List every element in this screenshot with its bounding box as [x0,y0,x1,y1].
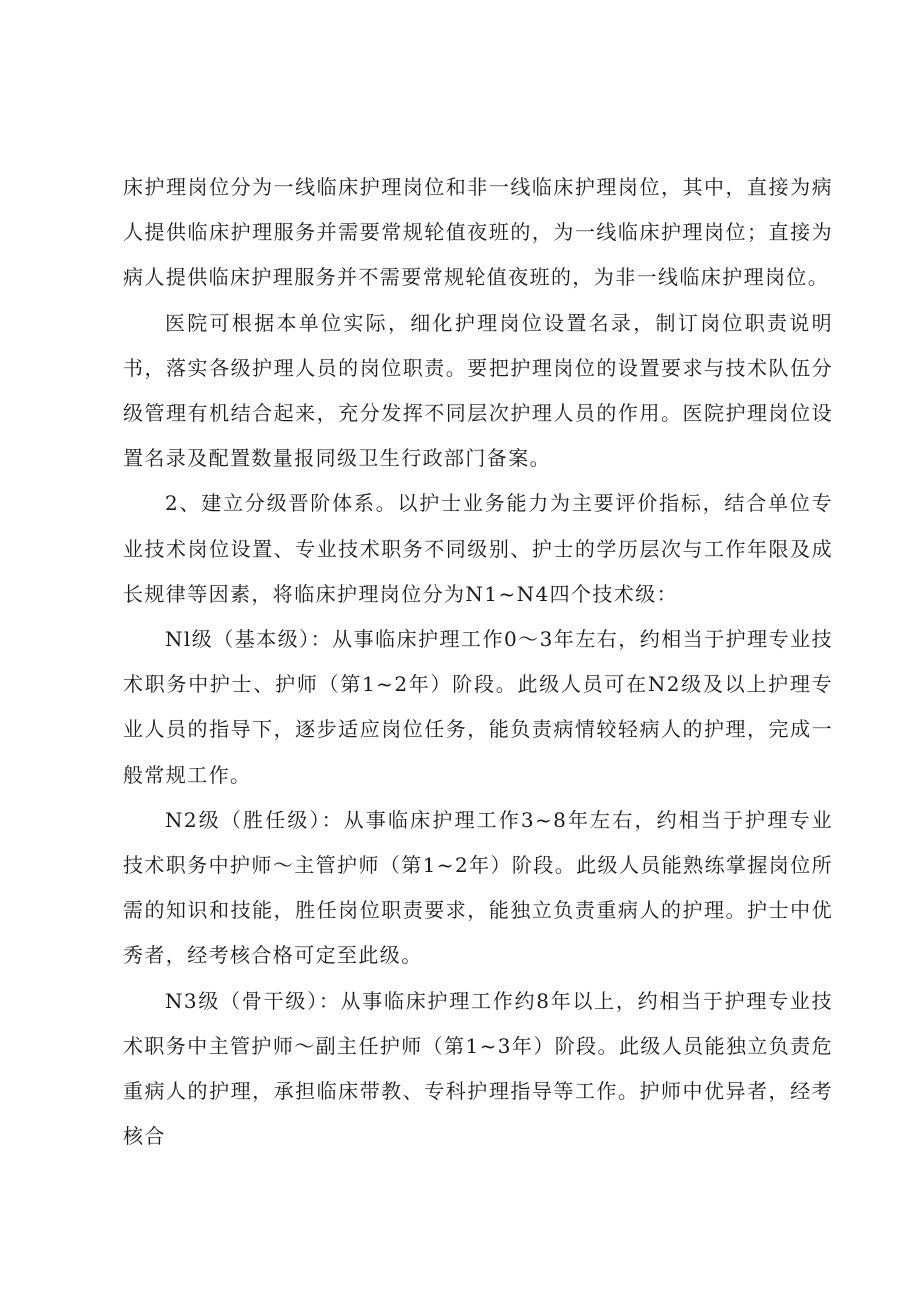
paragraph-post-setting-list: 医院可根据本单位实际，细化护理岗位设置名录，制订岗位职责说明书，落实各级护理人员的岗位职责。要把护理岗位的设置要求与技术队伍分级管理有机结合起来，充分发挥不同层次护理人员的作用。医院护理岗位设置名录及配置数量报同级卫生行政部门备案。 [123,310,833,471]
paragraph-level-n1: Nl级（基本级）：从事临床护理工作0～3年左右，约相当于护理专业技术职务中护士、护师（第1~2年）阶段。此级人员可在N2级及以上护理专业人员的指导下，逐步适应岗位任务，能负责病情较轻病人的护理，完成一般常规工作。 [123,627,833,787]
paragraph-level-n2: N2级（胜任级）：从事临床护理工作3~8年左右，约相当于护理专业技术职务中护师～主管护师（第1~2年）阶段。此级人员能熟练掌握岗位所需的知识和技能，胜任岗位职责要求，能独立负责重病人的护理。护士中优秀者，经考核合格可定至此级。 [123,807,833,968]
paragraph-grading-system: 2、建立分级晋阶体系。以护士业务能力为主要评价指标，结合单位专业技术岗位设置、专业技术职务不同级别、护士的学历层次与工作年限及成长规律等因素，将临床护理岗位分为N1~N4四个技术级： [123,491,833,606]
paragraph-nursing-post-classification: 床护理岗位分为一线临床护理岗位和非一线临床护理岗位，其中，直接为病人提供临床护理服务并需要常规轮值夜班的，为一线临床护理岗位；直接为病人提供临床护理服务并不需要常规轮值夜班的，为非一线临床护理岗位。 [123,175,833,290]
paragraph-level-n3: N3级（骨干级）：从事临床护理工作约8年以上，约相当于护理专业技术职务中主管护师～副主任护师（第1~3年）阶段。此级人员能独立负责危重病人的护理，承担临床带教、专科护理指导等工作。护师中优异者，经考核合 [123,988,833,1149]
document-body [123,165,833,1159]
